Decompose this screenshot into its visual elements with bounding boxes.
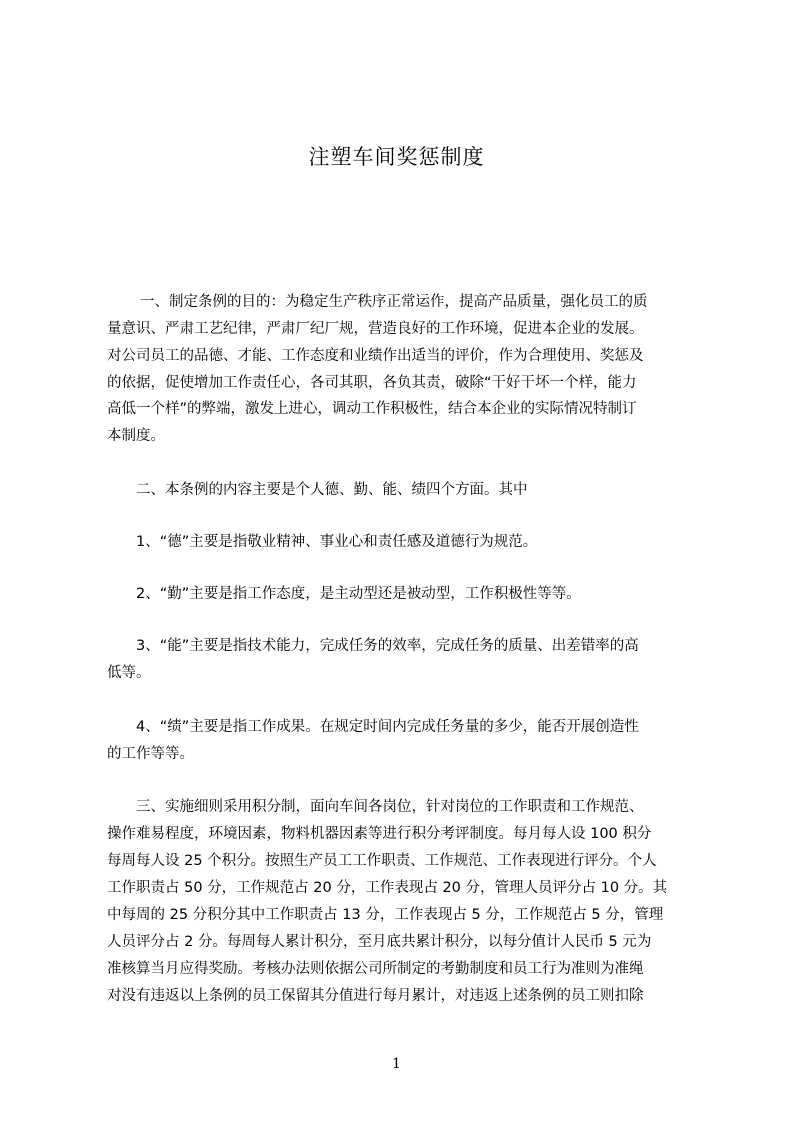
paragraph-line: 三、实施细则采用积分制，面向车间各岗位，针对岗位的工作职责和工作规范、 bbox=[136, 799, 644, 815]
paragraph-line: 工作职责占 50 分，工作规范占 20 分，工作表现占 20 分，管理人员评分占 10 分。其 bbox=[107, 880, 668, 896]
paragraph-line: 2、“勤”主要是指工作态度，是主动型还是被动型，工作积极性等等。 bbox=[136, 586, 581, 602]
paragraph-line: 高低一个样”的弊端，激发上进心，调动工作积极性，结合本企业的实际情况特制订 bbox=[107, 401, 637, 417]
paragraph-line: 的工作等等。 bbox=[107, 746, 194, 762]
paragraph-line: 低等。 bbox=[107, 665, 151, 681]
page-number: 1 bbox=[392, 1056, 401, 1072]
paragraph-line: 的依据，促使增加工作责任心，各司其职，各负其责，破除“干好干坏一个样，能力 bbox=[107, 375, 637, 391]
paragraph-line: 一、制定条例的目的：为稳定生产秩序正常运作，提高产品质量，强化员工的质 bbox=[140, 294, 648, 310]
paragraph-line: 每周每人设 25 个积分。按照生产员工工作职责、工作规范、工作表现进行评分。个人 bbox=[107, 853, 657, 869]
paragraph-line: 4、“绩”主要是指工作成果。在规定时间内完成任务量的多少，能否开展创造性 bbox=[136, 719, 639, 735]
paragraph-line: 二、本条例的内容主要是个人德、勤、能、绩四个方面。其中 bbox=[136, 482, 528, 498]
paragraph-line: 操作难易程度，环境因素，物料机器因素等进行积分考评制度。每月每人设 100 积分 bbox=[107, 826, 652, 842]
paragraph-line: 准核算当月应得奖励。考核办法则依据公司所制定的考勤制度和员工行为准则为准绳 bbox=[107, 961, 644, 977]
paragraph-line: 对公司员工的品德、才能、工作态度和业绩作出适当的评价，作为合理使用、奖惩及 bbox=[107, 348, 644, 364]
paragraph-line: 对没有违返以上条例的员工保留其分值进行每月累计，对违返上述条例的员工则扣除 bbox=[107, 988, 644, 1004]
paragraph-line: 量意识、严肃工艺纪律，严肃厂纪厂规，营造良好的工作环境，促进本企业的发展。 bbox=[107, 321, 644, 337]
paragraph-line: 1、“德”主要是指敬业精神、事业心和责任感及道德行为规范。 bbox=[136, 534, 538, 550]
paragraph-line: 中每周的 25 分积分其中工作职责占 13 分，工作表现占 5 分，工作规范占 5 分，管理 bbox=[107, 907, 664, 923]
paragraph-line: 人员评分占 2 分。每周每人累计积分，至月底共累计积分，以每分值计人民币 5 元为 bbox=[107, 934, 652, 950]
paragraph-line: 本制度。 bbox=[107, 428, 165, 444]
paragraph-line: 3、“能”主要是指技术能力，完成任务的效率，完成任务的质量、出差错率的高 bbox=[136, 638, 639, 654]
document-title: 注塑车间奖惩制度 bbox=[308, 145, 485, 169]
